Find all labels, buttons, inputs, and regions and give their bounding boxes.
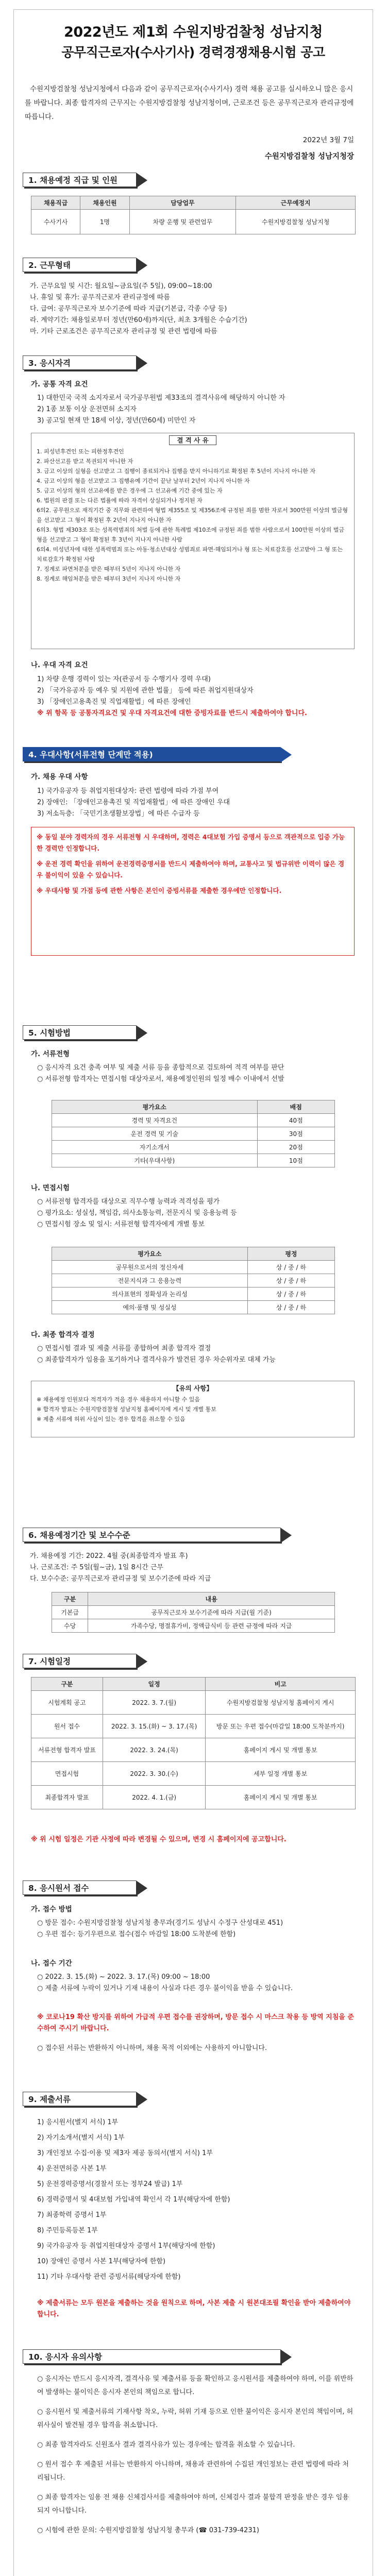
- box-line: 7. 징계로 파면처분을 받은 때부터 5년이 지나지 아니한 자: [37, 566, 181, 572]
- issuer: 수원지방검찰청 성남지청장: [264, 152, 354, 161]
- caution-item: ○ 원서 접수 후 제출된 서류는 반환하지 아니하며, 채용과 관련하여 수집된 개인정보는 관련 법령에 따라 처리됩니다.: [37, 2461, 349, 2482]
- schedule-table: [31, 1677, 356, 1809]
- s9-docs: [37, 2115, 355, 2285]
- doc-eval-td: 자기소개서: [52, 1141, 258, 1154]
- schedule-td: 2022. 3. 30.(수): [103, 1762, 205, 1786]
- s8-sub2: 나. 접수 기간: [31, 1959, 72, 1968]
- disqualification-box: [31, 433, 355, 649]
- s8-line: ○ 우편 접수: 등기우편으로 접수(접수 마감일 18:00 도착분에 한함): [37, 1930, 236, 1938]
- s5-sub2: 나. 면접시험: [31, 1184, 70, 1192]
- s5-line: ○ 서류전형 합격자는 면접시험 대상자로서, 채용예정인원의 일정 배수 이내에서 선발: [37, 1075, 284, 1083]
- s5-line: ○ 최종합격자가 임용을 포기하거나 결격사유가 발견된 경우 차순위자로 대체 가능: [37, 1356, 276, 1364]
- s4-red-box: [31, 827, 355, 956]
- job-td: 수사기사: [31, 210, 80, 234]
- caution-item: ○ 응시자는 반드시 응시자격, 결격사유 및 제출서류 등을 확인하고 응시원서를 제출하여야 하며, 이를 위반하여 발생하는 불이익은 응시자 본인의 책임으로 합니다.: [37, 2375, 354, 2396]
- pay-th: 구분: [52, 1592, 88, 1606]
- s3-line: 1) 대한민국 국적 소지자로서 국가공무원법 제33조의 결격사유에 해당하지 아니한 자: [37, 394, 285, 402]
- section-6-title: 6. 채용예정기간 및 보수수준: [23, 1528, 280, 1542]
- box-line: 4. 금고 이상의 형을 선고받고 그 집행유예 기간이 끝난 날부터 2년이 지나지 아니한 자: [37, 478, 250, 484]
- s3-red-note: ※ 위 항목 등 공통자격요건 및 우대 자격요건에 대한 증빙자료를 반드시 제출하여야 합니다.: [37, 709, 307, 717]
- s5-lines3: [37, 1343, 355, 1366]
- interview-table: [52, 1247, 335, 1314]
- section-10-title: 10. 응시자 유의사항: [23, 2349, 280, 2364]
- s2-line: 다. 급여: 공무직근로자 보수기준에 따라 지급(기본급, 각종 수당 등): [30, 305, 227, 313]
- pay-td: 공무직근로자 보수기준에 따라 지급(월 기준): [88, 1606, 335, 1619]
- doc-eval-td: 20점: [257, 1141, 335, 1154]
- section-2-body: [30, 281, 355, 337]
- section-3-header: [23, 355, 152, 372]
- intro-text: 수원지방검찰청 성남지청에서 다음과 같이 공무직근로자(수사기사) 경력 채용 공고를 실시하오니 많은 응시를 바랍니다. 최종 합격자의 근무지는 수원지방검찰청 성남지청이며, 근로조건 등은 공무직근로자 관리규정에 따릅니다.: [25, 85, 354, 121]
- section-5-title: 5. 시험방법: [23, 1025, 136, 1040]
- doc-eval-td: 경력 및 자격요건: [52, 1114, 258, 1127]
- schedule-td: 면접시험: [31, 1762, 103, 1786]
- doc-eval-td: 30점: [257, 1127, 335, 1141]
- section-1-title: 1. 채용예정 직급 및 인원: [23, 173, 136, 187]
- section-6-header: [23, 1528, 291, 1544]
- caution-line: ※ 제출 서류에 허위 사실이 있는 경우 합격을 취소할 수 있음: [37, 1416, 186, 1422]
- interview-th: 평가요소: [52, 1247, 248, 1261]
- s4-red-line: ※ 동일 분야 경력자의 경우 서류전형 시 우대하며, 경력은 4대보험 가입 증명서 등으로 객관적으로 입증 가능한 경력만 인정합니다.: [37, 833, 345, 852]
- doc-item: 1) 응시원서(별지 서식) 1부: [37, 2119, 119, 2126]
- interview-td: 상 / 중 / 하: [247, 1261, 334, 1274]
- s3-sub1: 가. 공통 자격 요건: [31, 380, 88, 388]
- s5-line: ○ 서류전형 합격자를 대상으로 직무수행 능력과 적격성을 평가: [37, 1198, 220, 1206]
- schedule-td: 시험계획 공고: [31, 1691, 103, 1715]
- s8-sub1: 가. 접수 방법: [31, 1905, 72, 1913]
- s6-line: 다. 보수수준: 공무직근로자 관리규정 및 보수기준에 따라 지급: [30, 1575, 211, 1583]
- s3-line: 3) 「장애인고용촉진 및 직업재활법」에 따른 장애인: [37, 698, 191, 706]
- schedule-td: 방문 또는 우편 접수(마감일 18:00 도착분까지): [206, 1715, 356, 1738]
- doc-item: 10) 장애인 증명서 사본 1부(해당자에 한함): [37, 2258, 166, 2265]
- job-th: 담당업무: [129, 196, 236, 210]
- job-td: 차량 운행 및 관련업무: [129, 210, 236, 234]
- box-line: 6. 법원의 판결 또는 다른 법률에 따라 자격이 상실되거나 정지된 자: [37, 497, 203, 504]
- s4-red-line: ※ 우대사항 및 가점 등에 관한 사항은 본인이 증빙서류를 제출한 경우에만 인정합니다.: [37, 887, 282, 894]
- s5-line: ○ 평가요소: 성실성, 책임감, 의사소통능력, 전문지식 및 응용능력 등: [37, 1209, 237, 1217]
- doc-item: 11) 기타 우대사항 관련 증빙서류(해당자에 한함): [37, 2273, 181, 2281]
- pay-table: [52, 1592, 335, 1633]
- schedule-td: 홈페이지 게시 및 개별 통보: [206, 1786, 356, 1809]
- doc-item: 4) 운전면허증 사본 1부: [37, 2165, 107, 2173]
- s8-line3: ○ 접수된 서류는 반환하지 아니하며, 채용 목적 이외에는 사용하지 아니합니다.: [37, 2044, 267, 2052]
- doc-item: 8) 주민등록등본 1부: [37, 2227, 98, 2234]
- s3-line: 2) 1종 보통 이상 운전면허 소지자: [37, 405, 137, 413]
- schedule-td: 수원지방검찰청 성남지청 홈페이지 게시: [206, 1691, 356, 1715]
- schedule-th: 비고: [206, 1677, 356, 1691]
- caution-line: ※ 채용예정 인원보다 적격자가 적을 경우 채용하지 아니할 수 있음: [37, 1396, 200, 1403]
- job-td: 수원지방검찰청 성남지청: [236, 210, 356, 234]
- section-7-header: [23, 1654, 152, 1670]
- interview-td: 예의·품행 및 성실성: [52, 1301, 248, 1314]
- section-2-header: [23, 258, 152, 274]
- doc-item: 6) 경력증명서 및 4대보험 가입내역 확인서 각 1부(해당자에 한함): [37, 2196, 230, 2204]
- s5-sub3: 다. 최종 합격자 결정: [31, 1331, 95, 1339]
- section-9-header: [23, 2092, 152, 2108]
- section-9-title: 9. 제출서류: [23, 2092, 136, 2106]
- disqualification-title: 결 격 사 유: [169, 435, 216, 445]
- schedule-td: 2022. 3. 15.(화) ~ 3. 17.(목): [103, 1715, 205, 1738]
- doc-item: 3) 개인정보 수집·이용 및 제3자 제공 동의서(별지 서식) 1부: [37, 2149, 213, 2157]
- s5-lines1: [37, 1062, 355, 1085]
- section-4-title: 4. 우대사항(서류전형 단계만 적용): [23, 747, 280, 761]
- interview-th: 평정: [247, 1247, 334, 1261]
- s6-line: 나. 근로조건: 주 5일(월~금), 1일 8시간 근무: [30, 1564, 164, 1571]
- schedule-td: 원서 접수: [31, 1715, 103, 1738]
- pay-td: 수당: [52, 1619, 88, 1633]
- caution-title: 【유의 사항】: [173, 1384, 213, 1392]
- pay-td: 기본급: [52, 1606, 88, 1619]
- s8-red-line: ※ 코로나19 확산 방지를 위하여 가급적 우편 접수를 권장하며, 방문 접수 시 마스크 착용 등 방역 지침을 준수하여 주시기 바랍니다.: [37, 2013, 354, 2032]
- interview-td: 상 / 중 / 하: [247, 1287, 334, 1301]
- section-5-header: [23, 1025, 152, 1042]
- doc-eval-table: [52, 1100, 335, 1167]
- title-line1: 2022년도 제1회 수원지방검찰청 성남지청: [64, 24, 323, 40]
- s8-line: ○ 제출 서류에 누락이 있거나 기재 내용이 사실과 다른 경우 불이익을 받을 수 있습니다.: [37, 1985, 293, 1992]
- s3-lines1: [37, 393, 355, 427]
- s8-lines1: [37, 1918, 355, 1940]
- doc-item: 5) 운전경력증명서(경찰서 또는 정부24 발급) 1부: [37, 2180, 183, 2188]
- interview-td: 의사표현의 정확성과 논리성: [52, 1287, 248, 1301]
- schedule-td: 세부 일정 개별 통보: [206, 1762, 356, 1786]
- s4-sub: 가. 채용 우대 사항: [31, 773, 88, 781]
- s4-line: 3) 저소득층: 「국민기초생활보장법」에 따른 수급자 등: [37, 810, 200, 818]
- section-3-title: 3. 응시자격: [23, 355, 136, 370]
- interview-td: 공무원으로서의 정신자세: [52, 1261, 248, 1274]
- schedule-th: 구분: [31, 1677, 103, 1691]
- s2-line: 가. 근무요일 및 시간: 월요일~금요일(주 5일), 09:00~18:00: [30, 282, 212, 290]
- s4-line: 2) 장애인: 「장애인고용촉진 및 직업재활법」에 따른 장애인 우대: [37, 799, 230, 806]
- doc-eval-th: 배점: [257, 1100, 335, 1114]
- section-4-header: [23, 747, 291, 764]
- box-line: 5. 금고 이상의 형의 선고유예를 받은 경우에 그 선고유예 기간 중에 있는 자: [37, 487, 223, 494]
- s2-line: 나. 휴일 및 휴가: 공무직근로자 관리규정에 따름: [30, 294, 170, 301]
- doc-item: 7) 최종학력 증명서 1부: [37, 2211, 107, 2219]
- s5-line: ○ 면접시험 장소 및 일시: 서류전형 합격자에게 개별 통보: [37, 1221, 205, 1228]
- notice-date: 2022년 3월 7일: [302, 136, 354, 144]
- s8-line: ○ 방문 접수: 수원지방검찰청 성남지청 총무과(경기도 성남시 수정구 산성대로 451): [37, 1919, 283, 1927]
- job-th: 채용인원: [80, 196, 129, 210]
- s8-line: ○ 2022. 3. 15.(화) ~ 2022. 3. 17.(목) 09:00 ~ 18:00: [37, 1973, 210, 1981]
- doc-item: 2) 자기소개서(별지 서식) 1부: [37, 2134, 125, 2142]
- schedule-td: 2022. 3. 24.(목): [103, 1738, 205, 1762]
- s3-sub2: 나. 우대 자격 요건: [31, 661, 88, 669]
- doc-eval-td: 10점: [257, 1154, 335, 1167]
- caution-item: ○ 응시원서 및 제출서류의 기재사항 착오, 누락, 허위 기재 등으로 인한 불이익은 응시자 본인의 책임이며, 허위사실이 발견될 경우 합격을 취소합니다.: [37, 2408, 354, 2429]
- schedule-td: 서류전형 합격자 발표: [31, 1738, 103, 1762]
- caution-item: ○ 최종 합격자라도 신원조사 결과 결격사유가 있는 경우에는 합격을 취소할 수 있습니다.: [37, 2441, 295, 2449]
- schedule-td: 2022. 4. 1.(금): [103, 1786, 205, 1809]
- interview-td: 전문지식과 그 응용능력: [52, 1274, 248, 1287]
- pay-th: 내용: [88, 1592, 335, 1606]
- s4-line: 1) 국가유공자 등 취업지원대상자: 관련 법령에 따라 가점 부여: [37, 787, 219, 795]
- interview-td: 상 / 중 / 하: [247, 1274, 334, 1287]
- schedule-td: 최종합격자 발표: [31, 1786, 103, 1809]
- s3-lines2: [37, 674, 355, 719]
- pay-td: 가족수당, 명절휴가비, 정액급식비 등 관련 규정에 따라 지급: [88, 1619, 335, 1633]
- s8-lines2: [37, 1972, 355, 1994]
- schedule-td: 2022. 3. 7.(월): [103, 1691, 205, 1715]
- s4-lines: [37, 786, 355, 820]
- schedule-td: 홈페이지 게시 및 개별 통보: [206, 1738, 356, 1762]
- s2-line: 마. 기타 근로조건은 공무직근로자 관리규정 및 관련 법령에 따름: [30, 328, 217, 335]
- section-10-header: [23, 2349, 291, 2366]
- doc-eval-td: 운전 경력 및 기술: [52, 1127, 258, 1141]
- s5-lines2: [37, 1196, 355, 1230]
- job-td: 1명: [80, 210, 129, 234]
- box-line: 2. 파산선고를 받고 복권되지 아니한 자: [37, 458, 133, 465]
- box-line: 8. 징계로 해임처분을 받은 때부터 3년이 지나지 아니한 자: [37, 575, 181, 582]
- box-line: 6의2. 공무원으로 재직기간 중 직무와 관련하여 형법 제355조 및 제356조에 규정된 죄를 범한 자로서 300만원 이상의 벌금형을 선고받고 그 형이 확정된 후 2년이 지나지 아니한 자: [37, 507, 348, 523]
- doc-eval-td: 기타(우대사항): [52, 1154, 258, 1167]
- section-7-title: 7. 시험일정: [23, 1654, 136, 1668]
- section-1-header: [23, 173, 152, 189]
- box-line: 6의3. 형법 제303조 또는 성폭력범죄의 처벌 등에 관한 특례법 제10조에 규정된 죄를 범한 사람으로서 100만원 이상의 벌금형을 선고받고 그 형이 확정된 후 3년이 지나지 아니한 사람: [37, 527, 344, 543]
- s6-line: 가. 채용예정 기간: 2022. 4월 중(최종합격자 발표 후): [30, 1552, 188, 1560]
- s5-sub1: 가. 서류전형: [31, 1050, 70, 1058]
- s6-body: [30, 1551, 355, 1585]
- doc-eval-th: 평가요소: [52, 1100, 258, 1114]
- s4-red-line: ※ 운전 경력 확인을 위하여 운전경력증명서를 반드시 제출하여야 하며, 교통사고 및 법규위반 이력이 많은 경우 불이익이 있을 수 있습니다.: [37, 860, 345, 879]
- s3-line: 3) 공고일 현재 만 18세 이상, 정년(만60세) 미만인 자: [37, 417, 196, 425]
- box-line: 6의4. 미성년자에 대한 성폭력범죄 또는 아동·청소년대상 성범죄로 파면·해임되거나 형 또는 치료감호를 선고받아 그 형 또는 치료감호가 확정된 사람: [37, 546, 343, 563]
- s3-line: 2) 「국가유공자 등 예우 및 지원에 관한 법률」 등에 따른 취업지원대상자: [37, 687, 254, 694]
- caution-item: ○ 최종 합격자는 임용 전 채용 신체검사서를 제출하여야 하며, 신체검사 결과 불합격 판정을 받은 경우 임용되지 아니합니다.: [37, 2494, 349, 2515]
- job-th: 근무예정지: [236, 196, 356, 210]
- section-2-title: 2. 근무형태: [23, 258, 136, 272]
- section-8-header: [23, 1880, 152, 1897]
- caution-line: ※ 합격자 발표는 수원지방검찰청 성남지청 홈페이지에 게시 및 개별 통보: [37, 1406, 216, 1413]
- schedule-th: 일정: [103, 1677, 205, 1691]
- schedule-note: ※ 위 시험 일정은 기관 사정에 따라 변경될 수 있으며, 변경 시 홈페이지에 공고합니다.: [31, 1836, 287, 1843]
- doc-eval-td: 40점: [257, 1114, 335, 1127]
- s3-line: 1) 차량 운행 경력이 있는 자(관공서 등 수행기사 경력 우대): [37, 675, 211, 683]
- caution-box: [31, 1381, 355, 1437]
- box-line: 1. 피성년후견인 또는 피한정후견인: [37, 448, 124, 455]
- box-line: 3. 금고 이상의 실형을 선고받고 그 집행이 종료되거나 집행을 받지 아니하기로 확정된 후 5년이 지나지 아니한 자: [37, 468, 315, 474]
- s2-line: 라. 계약기간: 채용일로부터 정년(만60세)까지(단, 최초 3개월은 수습기간): [30, 316, 247, 324]
- caution-item: ○ 시험에 관한 문의: 수원지방검찰청 성남지청 총무과 (☎ 031-739-4231): [37, 2527, 259, 2534]
- section-8-title: 8. 응시원서 접수: [23, 1880, 136, 1895]
- job-th: 채용직급: [31, 196, 80, 210]
- job-table: [31, 196, 356, 234]
- s9-red-note: ※ 제출서류는 모두 원본을 제출하는 것을 원칙으로 하며, 사본 제출 시 원본대조필 확인을 받아 제출하여야 합니다.: [37, 2299, 351, 2318]
- s10-body: [37, 2372, 355, 2537]
- s5-line: ○ 면접시험 결과 및 제출 서류를 종합하여 최종 합격자 결정: [37, 1345, 211, 1352]
- title-line2: 공무직근로자(수사기사) 경력경쟁채용시험 공고: [61, 45, 325, 60]
- doc-item: 9) 국가유공자 등 취업지원대상자 증명서 1부(해당자에 한함): [37, 2242, 215, 2250]
- s5-line: ○ 응시자격 요건 충족 여부 및 제출 서류 등을 종합적으로 검토하여 적격 여부를 판단: [37, 1064, 284, 1072]
- interview-td: 상 / 중 / 하: [247, 1301, 334, 1314]
